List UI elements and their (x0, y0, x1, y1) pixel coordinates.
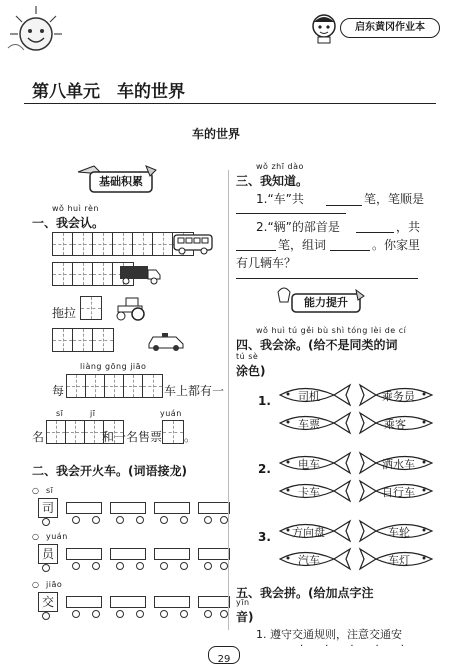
badge-basic (72, 162, 158, 198)
page-number-badge (208, 646, 240, 664)
s3-pinyin: wǒ zhī dào (256, 162, 304, 171)
s1-title: 一、我会认。 (32, 216, 105, 230)
s5-pinyin: yīn (236, 598, 250, 607)
badge-basic-label: 基础积累 (99, 175, 143, 188)
train-pinyin: sī (46, 486, 54, 495)
fish-group-number: 3. (258, 530, 271, 544)
train-pinyin: jiāo (46, 580, 63, 589)
fish-group-1 (236, 382, 436, 446)
train-car-1[interactable] (66, 548, 102, 560)
s5-q1: 1. 遵守交通规则，注意交通安 (256, 628, 402, 641)
fish-word: 自行车 (382, 486, 415, 499)
fish-word: 电车 (298, 458, 320, 471)
writing-grid-row3[interactable] (80, 296, 102, 320)
emphasis-dots: ····· (300, 641, 426, 652)
unit-title-underline (24, 103, 436, 104)
q2-end: 。 (184, 430, 197, 444)
train-car-2[interactable] (110, 502, 146, 514)
train-car-1[interactable] (66, 596, 102, 608)
s3-q2c: 笔，组词 (278, 238, 327, 252)
header-sun (6, 4, 66, 64)
fish-group-2 (236, 450, 436, 514)
fish-word: 乘务员 (382, 390, 415, 403)
train-head-char: 员 (38, 544, 58, 564)
train-car-2[interactable] (110, 548, 146, 560)
q1-pinyin: liàng gōng jiāo (80, 362, 147, 371)
s4-title: 四、我会涂。(给不是同类的词 (236, 338, 398, 352)
train-car-3[interactable] (154, 548, 190, 560)
q2-pinyin-yuan: yuán (160, 409, 182, 418)
lesson-title: 车的世界 (192, 127, 241, 141)
s2-title: 二、我会开火车。(词语接龙) (32, 464, 187, 478)
unit-title: 第八单元 车的世界 (32, 82, 185, 102)
s3-q1b: 笔，笔顺是 (364, 192, 425, 206)
truck-icon (118, 264, 162, 286)
header-logo (306, 12, 442, 44)
fish-word: 司机 (298, 390, 320, 403)
s3-q2d: 。你家里 (372, 238, 421, 252)
column-divider (228, 170, 229, 630)
s3-q2e: 有几辆车？ (236, 256, 297, 270)
s5-title2: 音) (236, 610, 254, 624)
blank-stroke-count-2[interactable] (236, 250, 276, 251)
s3-q1a: 1.“车”共 (256, 192, 304, 206)
train-car-3[interactable] (154, 596, 190, 608)
blank-stroke-order[interactable] (236, 213, 346, 214)
train-car-2[interactable] (110, 596, 146, 608)
q1-post: 车上都有一 (164, 384, 225, 398)
tractor-icon (112, 294, 150, 322)
badge-advanced (274, 286, 366, 318)
train-pinyin: yuán (46, 532, 68, 541)
writing-grid-q1[interactable] (66, 374, 163, 398)
s1-pinyin: wǒ huì rèn (52, 204, 99, 213)
blank-radical[interactable] (356, 232, 394, 233)
smoke-icon: ○ (32, 580, 39, 589)
train-row-2 (32, 530, 232, 570)
s3-q2b: ，共 (396, 220, 421, 234)
train-car-4[interactable] (198, 502, 230, 514)
page-number: 29 (217, 654, 231, 665)
s3-title: 三、我知道。 (236, 174, 309, 188)
train-head-char: 交 (38, 592, 58, 612)
blank-stroke-count[interactable] (326, 205, 362, 206)
s4-pinyin2: tú sè (236, 352, 259, 361)
q2-pinyin-ji: jī (90, 409, 96, 418)
police-car-icon (146, 330, 186, 352)
fish-word: 车轮 (388, 526, 410, 539)
fish-word: 车票 (298, 418, 320, 431)
q2-mid: 和一名售票 (102, 430, 163, 444)
sun-face-icon (6, 4, 66, 60)
writing-grid-row4[interactable] (52, 328, 114, 352)
s5-title: 五、我会拼。(给加点字注 (236, 586, 374, 600)
train-car-4[interactable] (198, 596, 230, 608)
s4-pinyin: wǒ huì tú gěi bù shì tóng lèi de cí (256, 326, 407, 335)
blank-answer[interactable] (236, 278, 418, 279)
smoke-icon: ○ (32, 486, 39, 495)
fish-group-3 (236, 518, 436, 582)
cartoon-boy-icon (306, 12, 342, 44)
train-row-1 (32, 484, 232, 524)
s4-title2: 涂色) (236, 364, 266, 378)
fish-group-number: 1. (258, 394, 271, 408)
fish-word: 汽车 (298, 554, 320, 567)
smoke-icon: ○ (32, 532, 39, 541)
tuola-label: 拖拉 (52, 306, 77, 320)
blank-word[interactable] (330, 250, 370, 251)
q1-pre: 每 (52, 384, 65, 398)
train-car-1[interactable] (66, 502, 102, 514)
fish-word: 洒水车 (382, 458, 415, 471)
fish-word: 卡车 (298, 486, 320, 499)
badge-advanced-label: 能力提升 (304, 296, 348, 309)
train-car-4[interactable] (198, 548, 230, 560)
q2-pre: 名 (32, 430, 45, 444)
train-row-3 (32, 578, 232, 618)
fish-word: 乘客 (384, 418, 406, 431)
train-head-char: 司 (38, 498, 58, 518)
series-logo-text: 启东黄冈作业本 (340, 18, 440, 38)
q2-pinyin-si: sī (56, 409, 64, 418)
bus-icon (172, 232, 214, 256)
fish-word: 方向盘 (292, 526, 325, 539)
fish-group-number: 2. (258, 462, 271, 476)
s3-q2a: 2.“辆”的部首是 (256, 220, 340, 234)
train-car-3[interactable] (154, 502, 190, 514)
fish-word: 车灯 (388, 554, 410, 567)
writing-grid-q2b[interactable] (162, 420, 184, 444)
